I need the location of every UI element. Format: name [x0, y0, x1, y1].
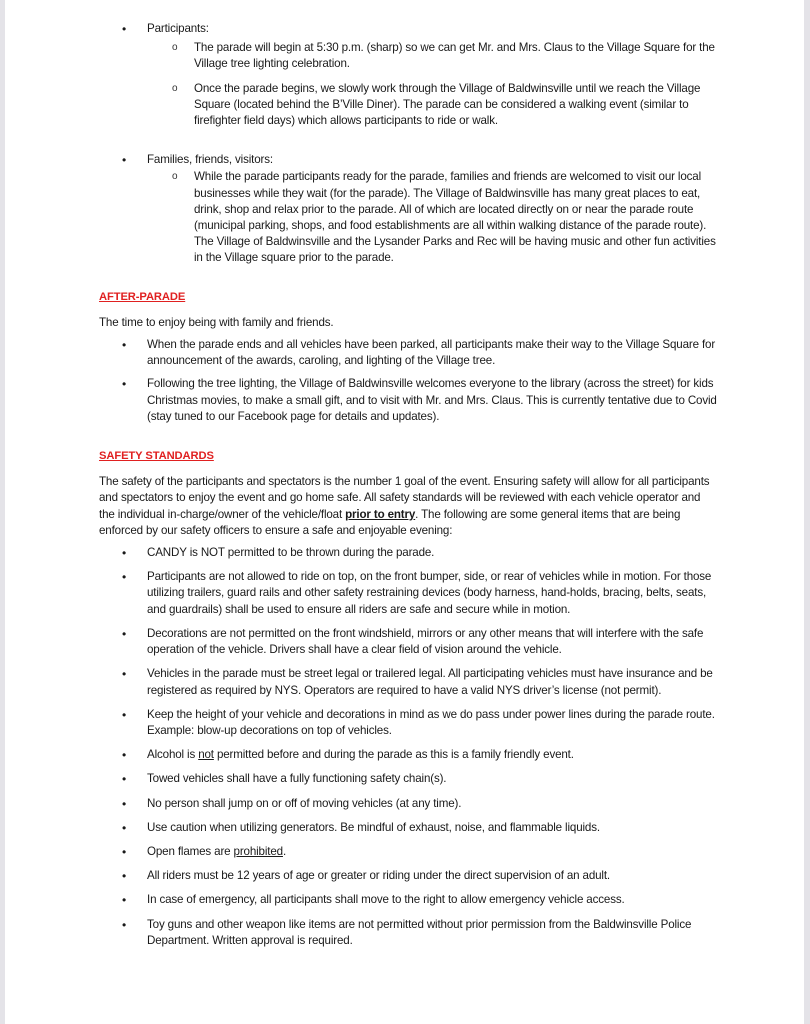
safety-item-generators: • Use caution when utilizing generators. Be mindful of exhaust, noise, and flammable liquids.	[99, 820, 719, 836]
alcohol-text-b: permitted before and during the parade as this is a family friendly event.	[213, 748, 574, 762]
alcohol-text-a: Alcohol is	[147, 748, 199, 762]
safety-item-alcohol	[99, 747, 719, 763]
families-item-1: o While the parade participants ready for the parade, families and friends are welcomed to visit our local businesses while they wait (for the parade). The Village of Baldwinsville has many great places to eat, drink, shop and relax prior to the parade. All of which are located directly on or near the parade route (municipal parking, shops, and food establishments are all within walking distance of the parade route). The Village of Baldwinsville and the Lysander Parks and Rec will be having music and other fun activities in the Village square prior to the parade.	[99, 169, 719, 266]
safety-item-flames	[99, 844, 719, 860]
participants-label: • Participants:	[99, 21, 719, 37]
prior-to-entry-emphasis: prior to entry	[345, 507, 416, 521]
safety-item-riders-age: • All riders must be 12 years of age or greater or riding under the direct supervision of an adult.	[99, 868, 719, 884]
participants-item-1: o The parade will begin at 5:30 p.m. (sharp) so we can get Mr. and Mrs. Claus to the Village Square for the Village tree lighting celebration.	[99, 40, 719, 72]
page-edge-left	[0, 0, 5, 1024]
safety-item-1: • CANDY is NOT permitted to be thrown during the parade.	[99, 545, 719, 561]
safety-item-toy-guns: • Toy guns and other weapon like items are not permitted without prior permission from the Baldwinsville Police Department. Written approval is required.	[99, 917, 719, 949]
safety-heading: SAFETY STANDARDS	[99, 450, 214, 463]
safety-item-5: • Keep the height of your vehicle and decorations in mind as we do pass under power lines during the parade route. Example: blow-up decorations on top of vehicles.	[99, 707, 719, 739]
safety-item-emergency: • In case of emergency, all participants shall move to the right to allow emergency vehicle access.	[99, 892, 719, 908]
safety-intro	[99, 474, 719, 539]
flames-text-a: Open flames are	[147, 844, 234, 858]
prohibited-emphasis: prohibited	[233, 844, 283, 858]
after-parade-intro: The time to enjoy being with family and friends.	[99, 315, 334, 329]
safety-intro-b: . The following are some general items that are being enforced by our safety officers to ensure a safe and enjoyable evening:	[99, 507, 681, 537]
safety-item-4: • Vehicles in the parade must be street legal or trailered legal. All participating vehicles must have insurance and be registered as required by NYS. Operators are required to have a valid NYS driver’s license (not permit).	[99, 666, 719, 698]
participants-item-2: o Once the parade begins, we slowly work through the Village of Baldwinsville until we reach the Village Square (located behind the B’Ville Diner). The parade can be considered a walking event (similar to firefighter field days) which allows participants to ride or walk.	[99, 81, 719, 130]
document-page	[99, 21, 719, 949]
safety-item-2: • Participants are not allowed to ride on top, on the front bumper, side, or rear of vehicles while in motion. For those utilizing trailers, guard rails and other safety restraining devices (body harness, hand-holds, bracing, belts, seats, and guardrails) shall be used to ensure all riders are safe and secure while in motion.	[99, 569, 719, 618]
safety-item-3: • Decorations are not permitted on the front windshield, mirrors or any other means that will interfere with the safe operation of the vehicle. Drivers shall have a clear field of vision around the vehicle.	[99, 626, 719, 658]
safety-intro-a: The safety of the participants and spectators is the number 1 goal of the event. Ensuring safety will allow for all participants and spectators to enjoy the event and go home safe. All safety standards will be reviewed with each vehicle operator and the individual in-charge/owner of the vehicle/float	[99, 475, 710, 521]
after-parade-heading: AFTER-PARADE	[99, 290, 186, 303]
after-parade-item-1: • When the parade ends and all vehicles have been parked, all participants make their way to the Village Square for announcement of the awards, caroling, and lighting of the Village tree.	[99, 337, 719, 369]
page-edge-right	[804, 0, 810, 1024]
flames-text-b: .	[282, 844, 287, 858]
families-label: • Families, friends, visitors:	[99, 152, 719, 168]
after-parade-item-2: • Following the tree lighting, the Village of Baldwinsville welcomes everyone to the library (across the street) for kids Christmas movies, to make a small gift, and to visit with Mr. and Mrs. Claus. This is currently tentative due to Covid (stay tuned to our Facebook page for details and updates).	[99, 376, 719, 425]
safety-item-towed: • Towed vehicles shall have a fully functioning safety chain(s).	[99, 771, 719, 787]
safety-item-jump: • No person shall jump on or off of moving vehicles (at any time).	[99, 796, 719, 812]
alcohol-not-emphasis: not	[198, 748, 214, 762]
